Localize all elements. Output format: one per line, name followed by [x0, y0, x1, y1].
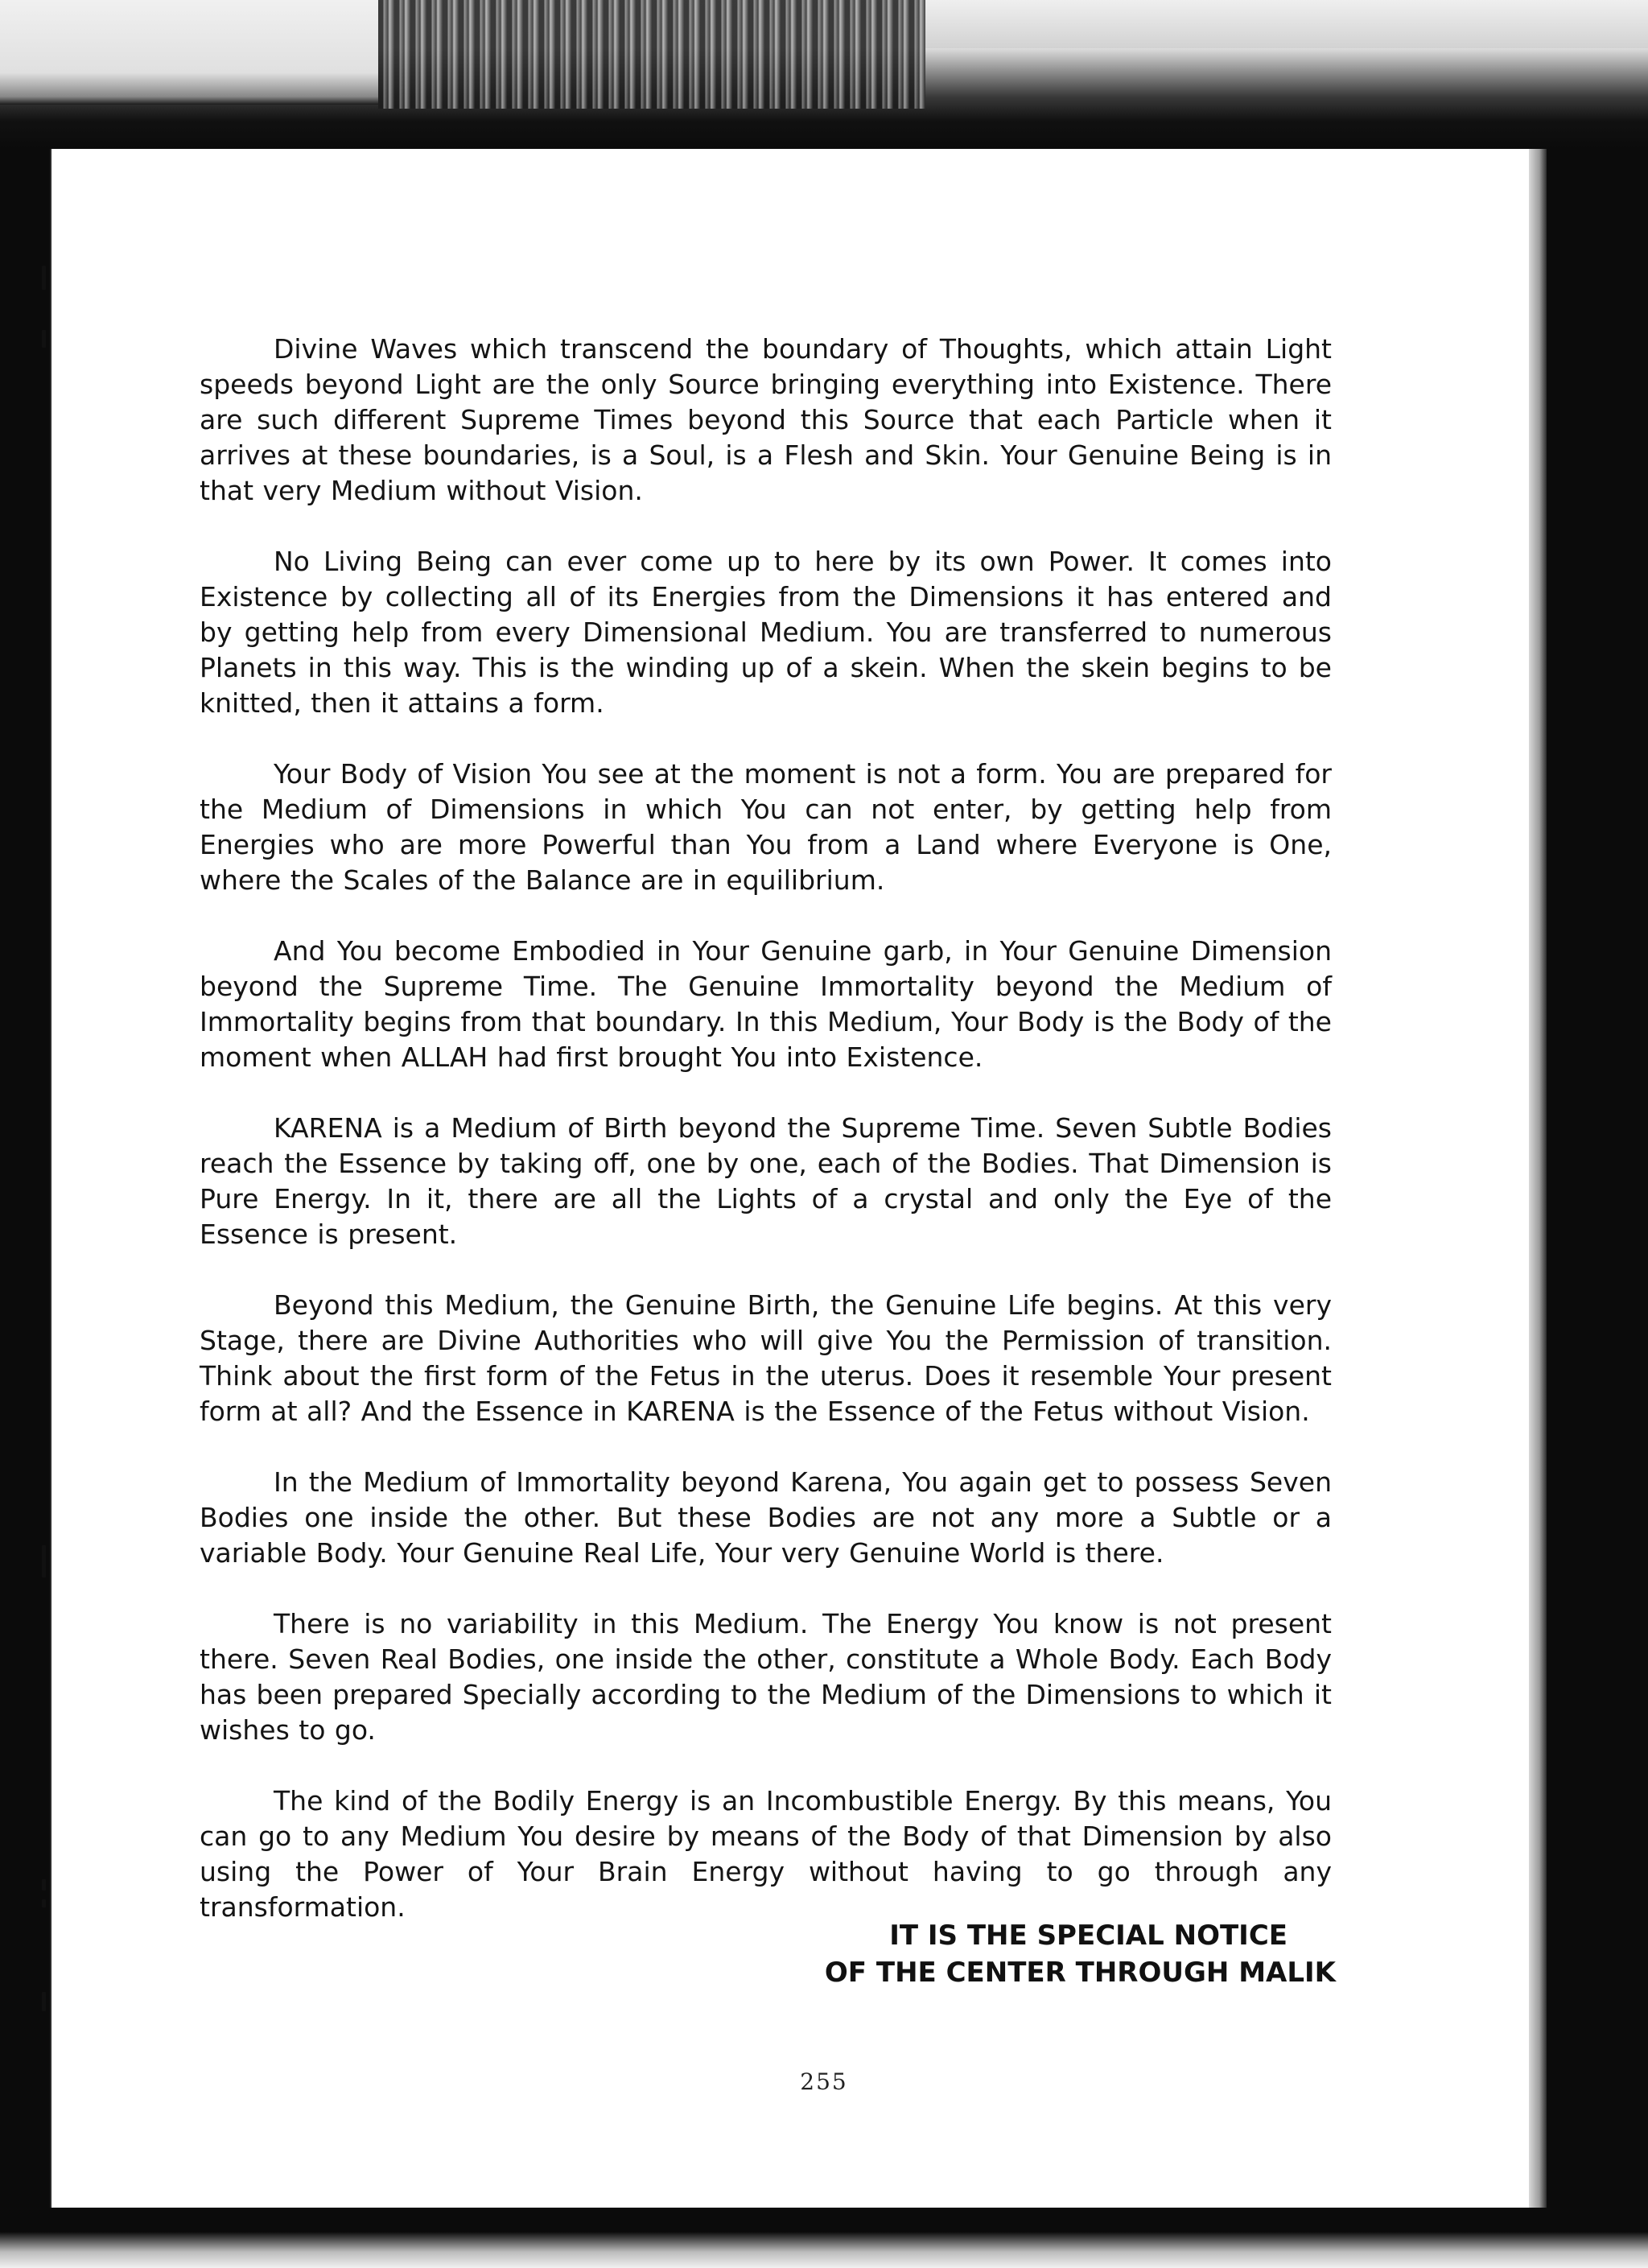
binding-marks — [42, 241, 47, 2093]
body-paragraph: The kind of the Bodily Energy is an Incombustible Energy. By this means, You can go to any Medium You desire by means of the Body of that Dimension by also using the Power of Your Brain Energy without having to go through any transformation. — [200, 1785, 1332, 1923]
scan-top-left-light — [0, 0, 378, 105]
scan-top-streak — [378, 0, 925, 109]
scan-bottom-shadow — [0, 2208, 1648, 2268]
body-paragraph: Divine Waves which transcend the boundary of Thoughts, which attain Light speeds beyond Light are the only Source bringing everything into Existence. There are such different Supreme Times beyond this Source that each Particle when it arrives at these boundaries, is a Soul, is a Flesh and Skin. Your Genuine Being is in that very Medium without Vision. — [200, 333, 1332, 506]
body-paragraph: And You become Embodied in Your Genuine garb, in Your Genuine Dimension beyond the Supreme Time. The Genuine Immortality beyond the Medium of Immortality begins from that boundary. In this Medium, Your Body is the Body of the moment when ALLAH had first brought You into Existence. — [200, 935, 1332, 1073]
page-body — [200, 332, 1332, 1961]
scan-top-right-light — [925, 0, 1648, 48]
page-right-edge — [1529, 149, 1547, 2208]
body-paragraph: No Living Being can ever come up to here by its own Power. It comes into Existence by collecting all of its Energies from the Dimensions it has entered and by getting help from every Dimensional Medium. You are transferred to numerous Planets in this way. This is the winding up of a skein. When the skein begins to be knitted, then it attains a form. — [200, 546, 1332, 719]
notice-line-2: OF THE CENTER THROUGH MALIK — [824, 1957, 1336, 1989]
body-paragraph: Beyond this Medium, the Genuine Birth, the Genuine Life begins. At this very Stage, there are Divine Authorities who will give You the Permission of transition. Think about the first form of the Fetus in the uterus. Does it resemble Your present form at all? And the Essence in KARENA is the Essence of the Fetus without Vision. — [200, 1289, 1332, 1427]
binding-mark — [42, 330, 46, 348]
binding-mark — [42, 1545, 46, 1577]
body-paragraph: Your Body of Vision You see at the moment is not a form. You are prepared for the Medium of Dimensions in which You can not enter, by getting help from Energies who are more Powerful than You from a Land where Everyone is One, where the Scales of the Balance are in equilibrium. — [200, 758, 1332, 896]
notice-line-1: IT IS THE SPECIAL NOTICE — [889, 1920, 1288, 1952]
binding-mark — [42, 1879, 46, 1891]
binding-mark — [42, 266, 46, 290]
body-paragraph: There is no variability in this Medium. The Energy You know is not present there. Seven Real Bodies, one inside the other, constitute a Whole Body. Each Body has been prepared Specially according to the Medium of the Dimensions to which it wishes to go. — [200, 1608, 1332, 1746]
special-notice-signature — [724, 1917, 1336, 1991]
binding-mark — [42, 1992, 46, 2011]
page-number: 255 — [800, 2068, 848, 2095]
body-paragraph: KARENA is a Medium of Birth beyond the Supreme Time. Seven Subtle Bodies reach the Essence by taking off, one by one, each of the Bodies. That Dimension is Pure Energy. In it, there are all the Lights of a crystal and only the Eye of the Essence is present. — [200, 1112, 1332, 1250]
binding-mark — [42, 1899, 46, 1907]
body-paragraph: In the Medium of Immortality beyond Karena, You again get to possess Seven Bodies one inside the other. But these Bodies are not any more a Subtle or a variable Body. Your Genuine Real Life, Your very Genuine World is there. — [200, 1466, 1332, 1569]
